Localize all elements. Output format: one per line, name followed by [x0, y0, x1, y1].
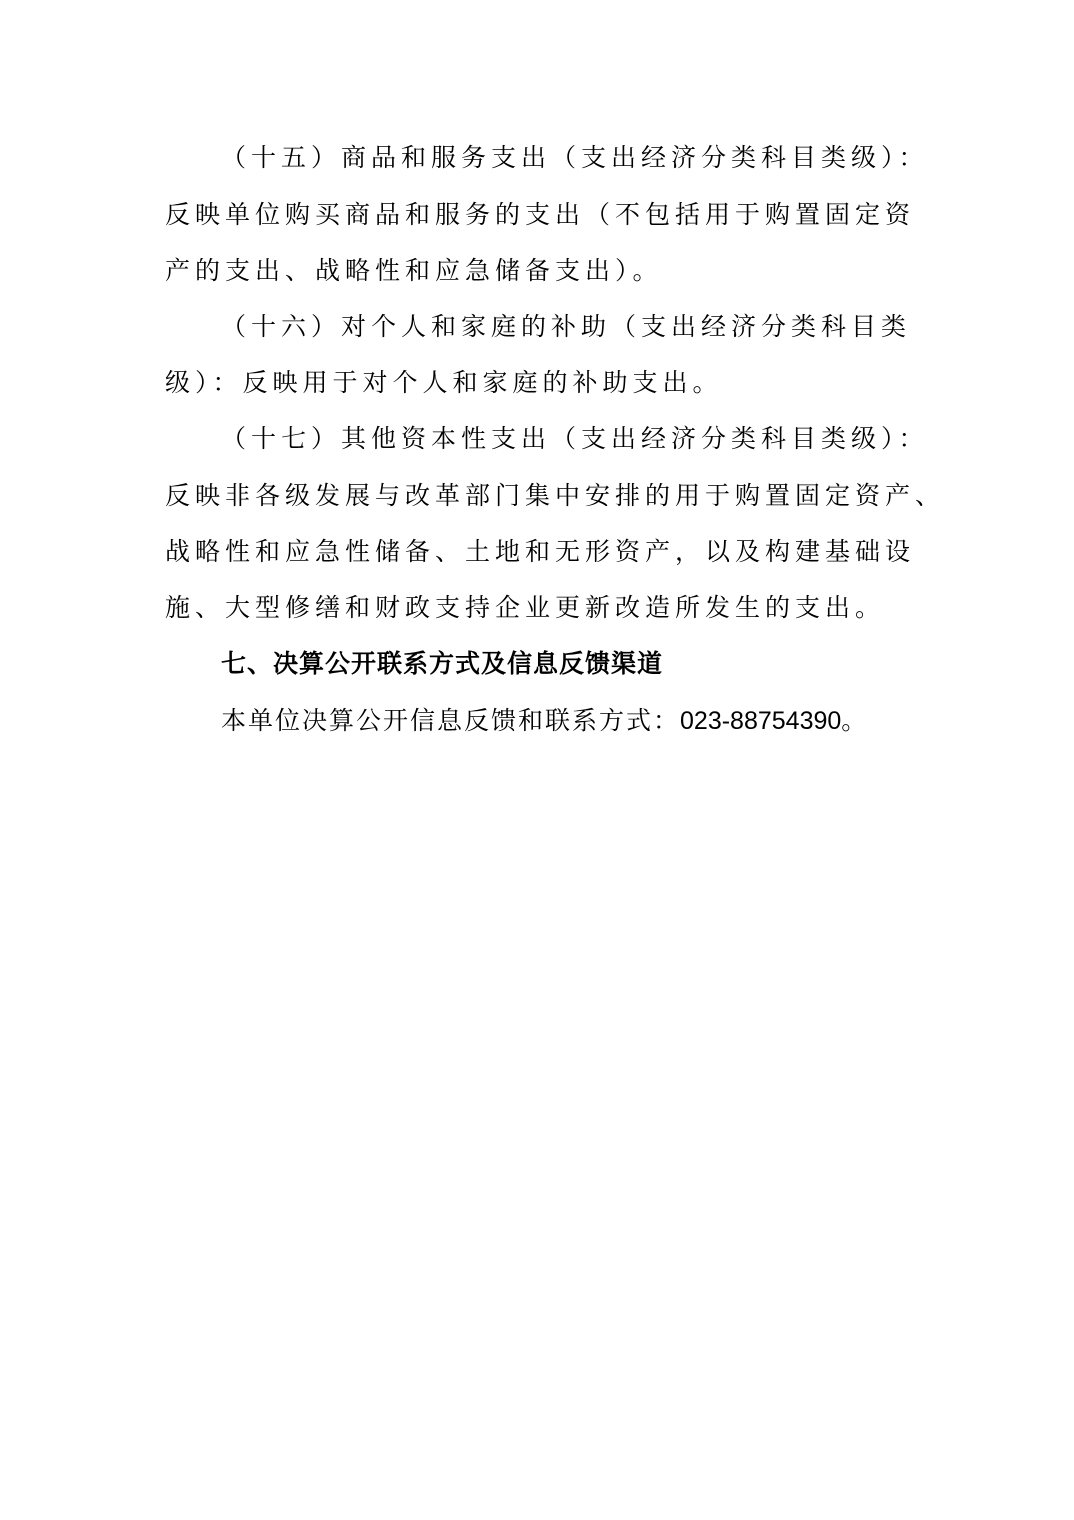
contact-end: 。	[841, 706, 869, 735]
item-15-line-1: （十五）商品和服务支出（支出经济分类科目类级）：	[221, 143, 929, 172]
contact-line	[221, 701, 1001, 741]
item-17-line-3: 战略性和应急性储备、土地和无形资产，以及构建基础设	[165, 537, 916, 566]
item-15-line-3: 产的支出、战略性和应急储备支出）。	[165, 256, 663, 285]
contact-label: 本单位决算公开信息反馈和联系方式：	[221, 706, 681, 735]
section-heading: 七、决算公开联系方式及信息反馈渠道	[221, 649, 664, 678]
item-17-line-2: 反映非各级发展与改革部门集中安排的用于购置固定资产、	[165, 481, 946, 510]
item-17-line-4: 施、大型修缮和财政支持企业更新改造所发生的支出。	[165, 593, 886, 622]
item-16-line-2: 级）：反映用于对个人和家庭的补助支出。	[165, 368, 723, 397]
item-16-line-1: （十六）对个人和家庭的补助（支出经济分类科目类	[221, 312, 912, 341]
contact-phone: 023-88754390	[680, 707, 842, 735]
item-15-line-2: 反映单位购买商品和服务的支出（不包括用于购置固定资	[165, 200, 916, 229]
item-17-line-1: （十七）其他资本性支出（支出经济分类科目类级）：	[221, 424, 929, 453]
